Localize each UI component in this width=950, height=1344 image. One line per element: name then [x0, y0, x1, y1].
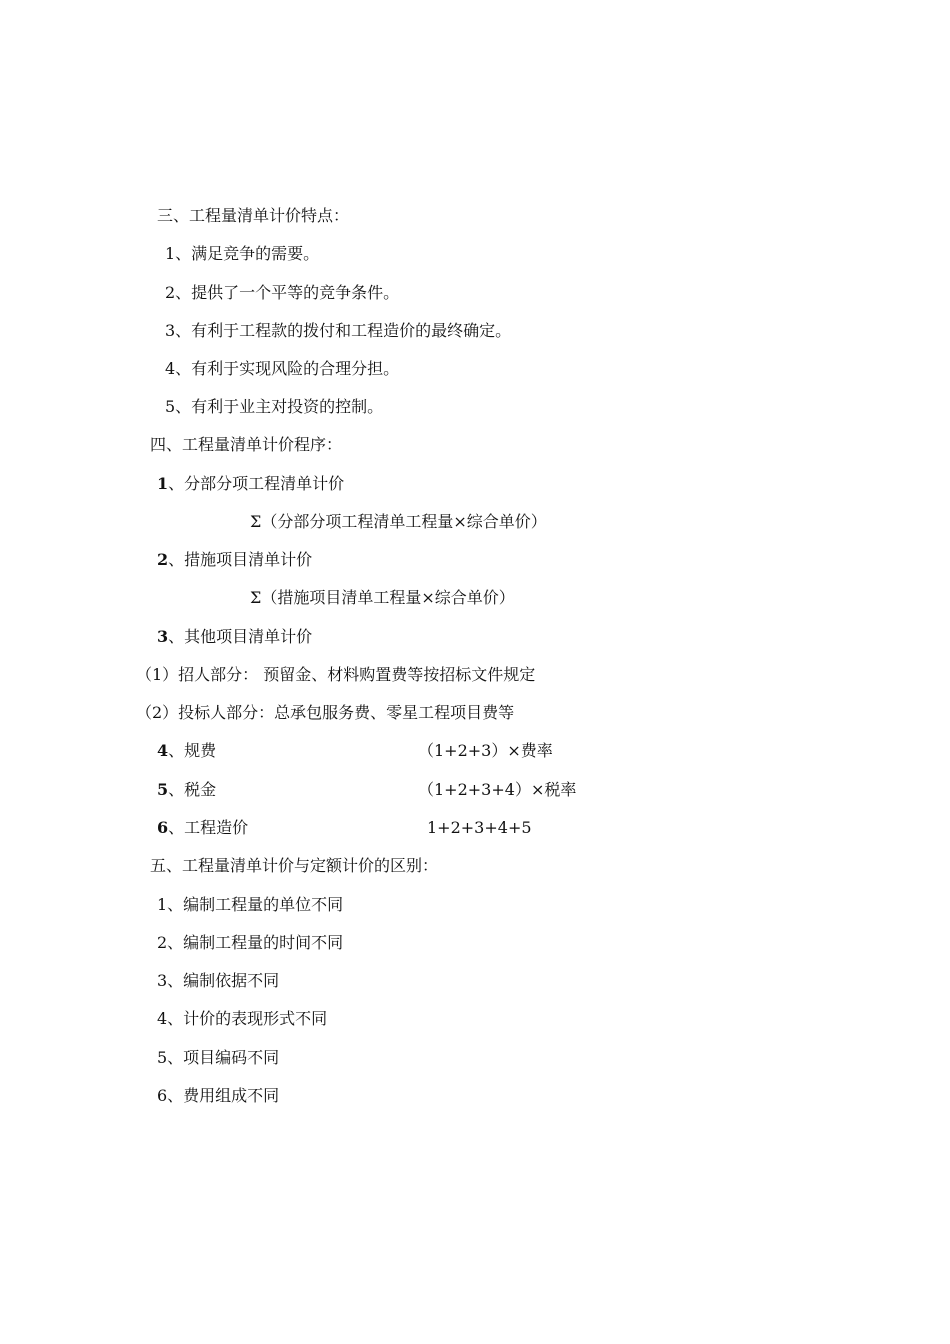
- section4-heading: 四、工程量清单计价程序：: [150, 435, 343, 454]
- step-5-formula: （1+2+3+4）×税率: [418, 780, 577, 799]
- section5-item-1: 1、编制工程量的单位不同: [157, 895, 344, 914]
- step-3-number: 3: [157, 627, 169, 646]
- step-6-formula: 1+2+3+4+5: [427, 818, 532, 837]
- section3-item-5: 5、有利于业主对投资的控制。: [165, 397, 384, 416]
- section5-item-3: 3、编制依据不同: [157, 971, 280, 990]
- step-6: [157, 818, 248, 838]
- sub-item-2: （2）投标人部分：总承包服务费、零星工程项目费等: [136, 703, 515, 722]
- step-2-formula: Σ（措施项目清单工程量×综合单价）: [250, 588, 515, 607]
- step-5: [157, 780, 216, 800]
- section5-item-5: 5、项目编码不同: [157, 1048, 280, 1067]
- section5-item-2: 2、编制工程量的时间不同: [157, 933, 344, 952]
- step-2-number: 2: [157, 550, 169, 569]
- step-4-formula: （1+2+3）×费率: [418, 741, 553, 760]
- step-2-label: 、措施项目清单计价: [168, 550, 313, 569]
- step-3-label: 、其他项目清单计价: [168, 627, 313, 646]
- step-3: [157, 627, 312, 647]
- step-6-label: 、工程造价: [168, 818, 249, 837]
- section3-item-2: 2、提供了一个平等的竞争条件。: [165, 283, 400, 302]
- step-5-label: 、税金: [168, 780, 217, 799]
- section5-item-4: 4、计价的表现形式不同: [157, 1009, 328, 1028]
- step-2: [157, 550, 312, 570]
- section3-item-3: 3、有利于工程款的拨付和工程造价的最终确定。: [165, 321, 512, 340]
- step-4-number: 4: [157, 741, 169, 760]
- step-4: [157, 741, 216, 761]
- step-1-formula: Σ（分部分项工程清单工程量×综合单价）: [250, 512, 547, 531]
- section5-heading: 五、工程量清单计价与定额计价的区别：: [150, 856, 439, 875]
- step-5-number: 5: [157, 780, 169, 799]
- step-1-number: 1: [157, 474, 169, 493]
- step-1-label: 、分部分项工程清单计价: [168, 474, 345, 493]
- section3-heading: 三、工程量清单计价特点：: [157, 206, 350, 225]
- sub-item-1: （1）招人部分： 预留金、材料购置费等按招标文件规定: [136, 665, 536, 684]
- step-4-label: 、规费: [168, 741, 217, 760]
- step-1: [157, 474, 344, 494]
- step-6-number: 6: [157, 818, 169, 837]
- section3-item-4: 4、有利于实现风险的合理分担。: [165, 359, 400, 378]
- section3-item-1: 1、满足竞争的需要。: [165, 244, 320, 263]
- section5-item-6: 6、费用组成不同: [157, 1086, 280, 1105]
